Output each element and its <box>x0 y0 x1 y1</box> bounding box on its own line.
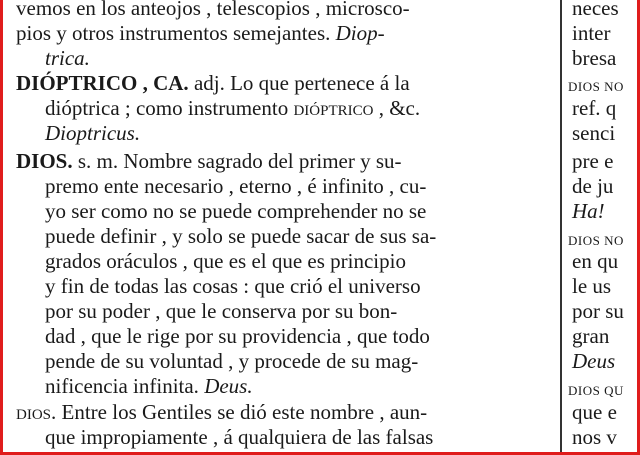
text-line: senci <box>572 121 616 145</box>
text-line: le us <box>572 274 612 298</box>
entry-diopltrico: DIÓPTRICO , CA. adj. Lo que pertenece á la <box>16 71 410 95</box>
headword: DIOS NO <box>568 79 624 94</box>
text-line: dióptrica ; como instrumento dióptrico , &c. <box>45 96 421 120</box>
text-line: que impropiamente , á qualquiera de las falsas <box>45 425 434 449</box>
text-line: puede definir , y solo se puede sacar de sus sa- <box>45 224 437 248</box>
headword: DIÓPTRICO , CA. <box>16 71 189 95</box>
text-line: grados oráculos , que es el que es principio <box>45 249 406 273</box>
text-line: yo ser como no se puede comprehender no se <box>45 199 427 223</box>
text-line: pende de su voluntad , y procede de su mag- <box>45 349 419 373</box>
text-line: que e <box>572 400 617 424</box>
text-line: Ha! <box>572 199 605 223</box>
headword: DIOS QU <box>568 383 624 398</box>
text-line: nos v <box>572 425 617 449</box>
text-line: inter <box>572 21 611 45</box>
column-divider <box>560 0 562 455</box>
text-line: por su <box>572 299 624 323</box>
text-line: de ju <box>572 174 614 198</box>
headword: DIOS NO <box>568 233 624 248</box>
text-line: pios y otros instrumentos semejantes. Diop- <box>16 21 385 45</box>
text-line: ref. q <box>572 96 617 120</box>
text-line: gran <box>572 324 610 348</box>
entry-dios-gentiles: dios. Entre los Gentiles se dió este nombre , aun- <box>16 400 428 424</box>
text-line: nificencia infinita. Deus. <box>45 374 253 398</box>
text-line: Deus <box>572 349 616 373</box>
text-line: dad , que le rige por su providencia , que todo <box>45 324 430 348</box>
text-line: por su poder , que le conserva por su bon- <box>45 299 398 323</box>
text-line: neces <box>572 0 619 20</box>
main-column <box>16 0 534 455</box>
text-line: en qu <box>572 249 619 273</box>
text-line: bresa <box>572 46 617 70</box>
text-line: vemos en los anteojos , telescopios , microsco- <box>16 0 410 20</box>
text-line: y fin de todas las cosas : que crió el universo <box>45 274 421 298</box>
text-line: premo ente necesario , eterno , é infinito , cu- <box>45 174 427 198</box>
text-line: trica. <box>45 46 90 70</box>
headword: DIOS. <box>16 149 73 173</box>
headword: dios. <box>16 400 57 424</box>
text-line: Dioptricus. <box>45 121 141 145</box>
right-column <box>568 0 640 455</box>
entry-dios: DIOS. s. m. Nombre sagrado del primer y su- <box>16 149 402 173</box>
text-line: pre e <box>572 149 614 173</box>
